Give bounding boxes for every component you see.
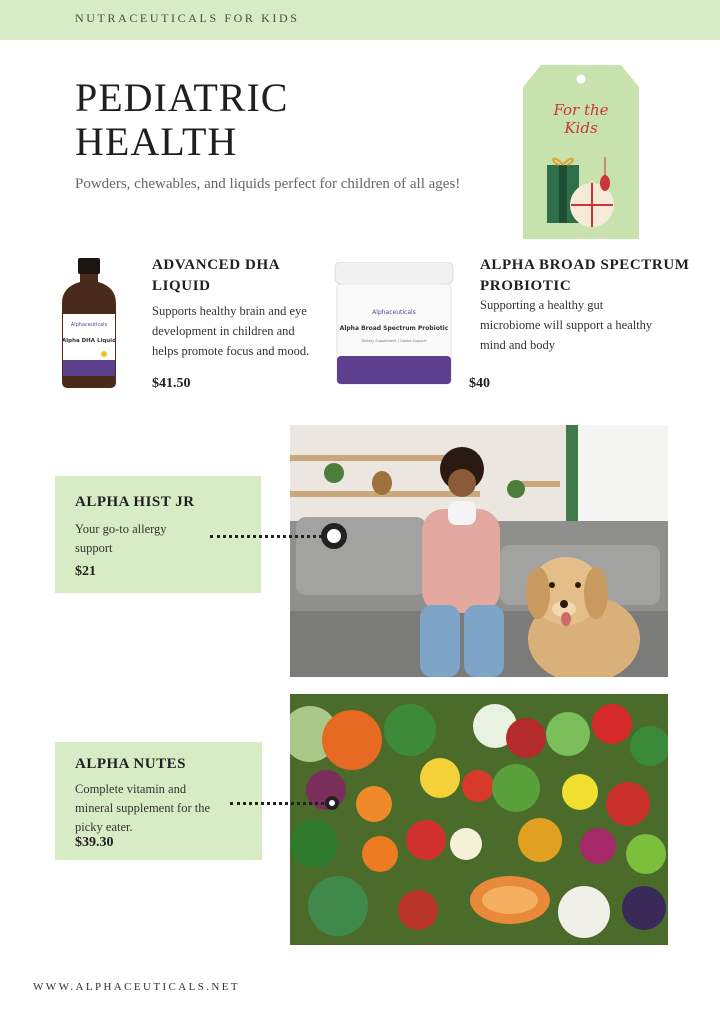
hotspot-marker	[321, 523, 347, 549]
page-title-line1: PEDIATRIC	[75, 75, 289, 120]
product-desc-probiotic: Supporting a healthy gut microbiome will support a healthy mind and body	[480, 298, 653, 352]
product-name-dha: ADVANCED DHA LIQUID	[152, 257, 281, 294]
product-desc-dha: Supports healthy brain and eye development in children and helps promote focus and mood.	[152, 304, 310, 358]
connector-dots	[210, 535, 322, 538]
bottle-brand-text: Alphaceuticals	[70, 322, 108, 328]
tag-text-line1: For the	[553, 101, 609, 119]
vegetables-photo	[290, 694, 668, 945]
feature-name-nutes: ALPHA NUTES	[75, 756, 186, 772]
feature-price-hist-jr: $21	[75, 564, 96, 579]
page-subtitle: Powders, chewables, and liquids perfect for children of all ages!	[75, 176, 461, 192]
jar-sub-text: Dietary Supplement | Gastro Support	[361, 339, 427, 343]
category-label: NUTRACEUTICALS FOR KIDS	[75, 11, 300, 25]
child-with-dog-photo	[290, 425, 668, 677]
feature-card-nutes	[55, 742, 262, 860]
website-link[interactable]: WWW.ALPHACEUTICALS.NET	[33, 981, 240, 993]
top-banner	[0, 0, 720, 40]
product-price-probiotic: $40	[469, 376, 490, 391]
page-title	[75, 76, 288, 164]
jar-brand-text: Alphaceuticals	[372, 309, 416, 316]
dha-bottle-image	[60, 258, 118, 388]
product-price-dha: $41.50	[152, 376, 191, 391]
feature-desc-hist-jr: Your go-to allergy support	[75, 522, 167, 555]
feature-name-hist-jr: ALPHA HIST JR	[75, 494, 195, 510]
bottle-label-text: Alpha DHA Liquid	[61, 338, 117, 344]
tag-text-line2: Kids	[564, 119, 598, 137]
probiotic-jar-image	[333, 262, 455, 386]
connector-dots	[230, 802, 330, 805]
page-title-line2: HEALTH	[75, 119, 238, 164]
feature-price-nutes: $39.30	[75, 835, 114, 850]
gift-tag-illustration	[523, 65, 639, 239]
product-name-probiotic: ALPHA BROAD SPECTRUM PROBIOTIC	[480, 257, 690, 294]
jar-label-text: Alpha Broad Spectrum Probiotic	[339, 325, 449, 332]
feature-desc-nutes: Complete vitamin and mineral supplement for the picky eater.	[75, 782, 211, 834]
hotspot-marker	[325, 796, 339, 810]
